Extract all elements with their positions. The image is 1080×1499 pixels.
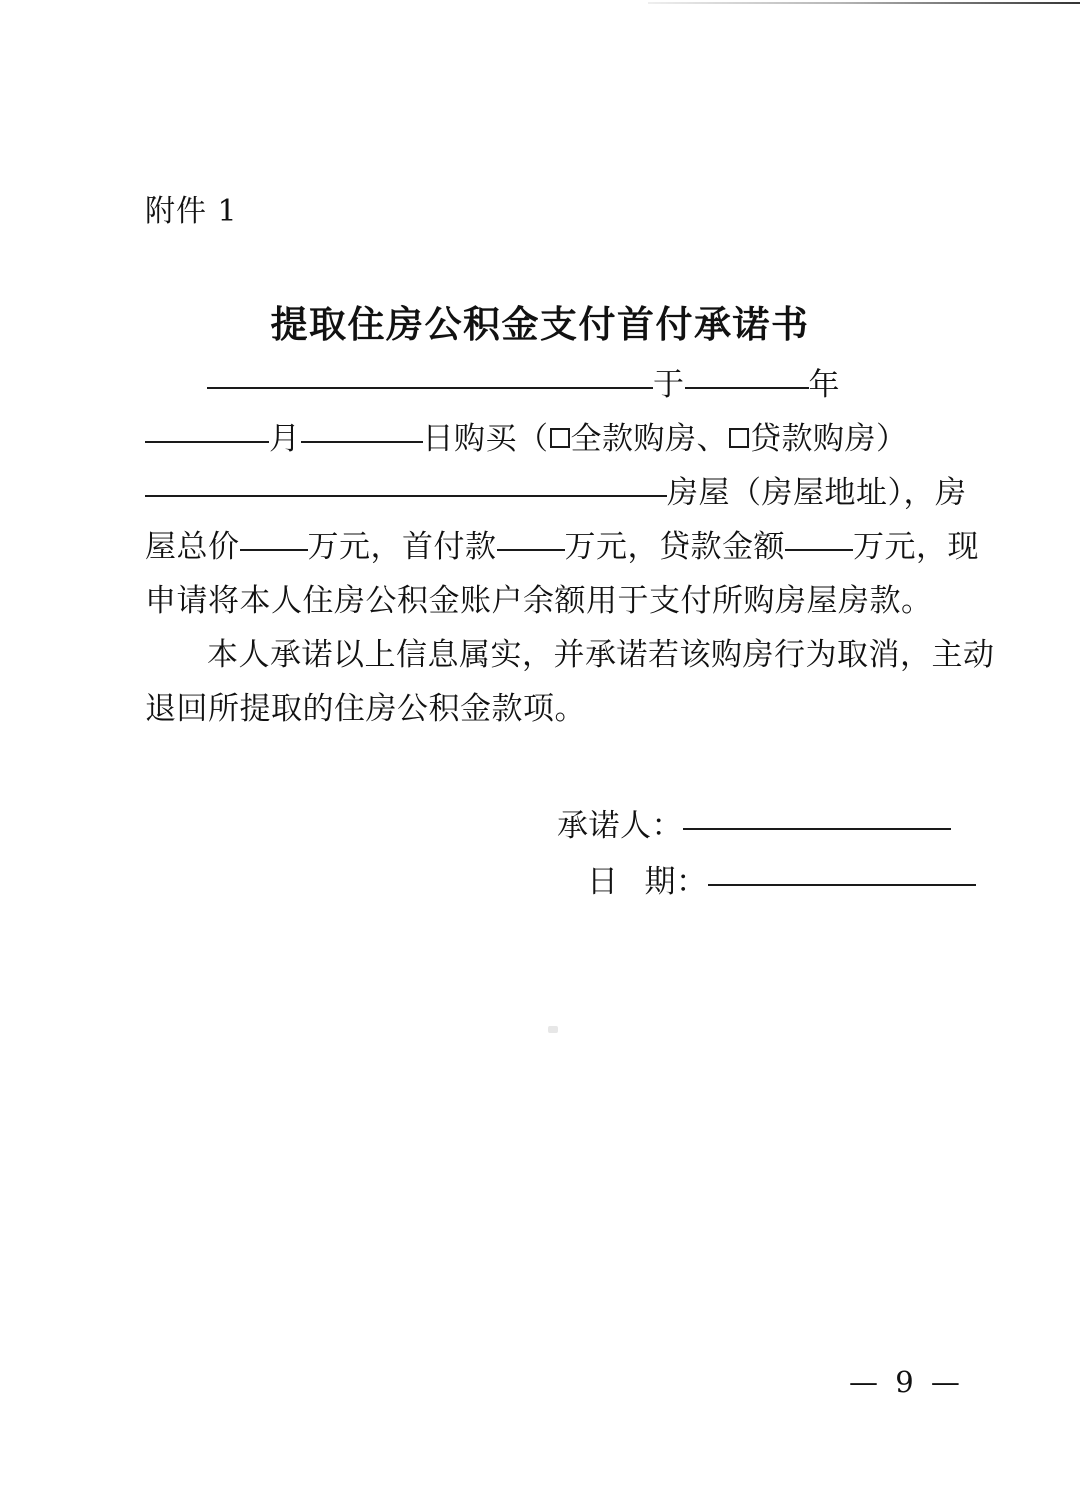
body-line-1 [145,358,935,412]
label-day-purchase: 日购买（ [422,421,549,457]
down-payment-blank[interactable] [497,549,565,551]
label-house-address: 房屋（房屋地址），房 [667,475,967,511]
month-blank[interactable] [145,441,269,443]
paragraph-2-line-1: 本人承诺以上信息属实，并承诺若该购房行为取消，主动 [207,637,995,673]
date-label-part1: 日 [587,864,619,900]
body-line-5: 申请将本人住房公积金账户余额用于支付所购房屋房款。 [145,583,933,619]
loan-amount-blank[interactable] [785,549,853,551]
label-unit-3: 万元，现 [853,529,979,565]
signature-row-promisor [557,798,1080,854]
date-value-blank[interactable] [708,884,976,886]
label-unit-2: 万元，贷款金额 [564,529,785,565]
scan-speck-artifact [548,1026,558,1033]
label-yu: 于 [653,367,685,403]
body-text [145,358,995,736]
promisor-label: 承诺人： [557,808,683,844]
signature-block [557,798,1080,910]
page-number-text: — 9 — [848,1365,964,1399]
scan-edge-artifact [648,2,1080,4]
label-unit-1: 万元，首付款 [307,529,497,565]
checkbox-loan-payment[interactable] [729,428,749,448]
checkbox-loan-payment-label: 贷款购房） [750,421,908,457]
year-blank[interactable] [685,387,809,389]
body-line-4 [145,520,979,574]
page-footer [0,1331,1080,1433]
promisor-signature-blank[interactable] [683,828,951,830]
attachment-label: 附件 1 [145,194,238,229]
label-year: 年 [808,367,840,403]
checkbox-full-payment[interactable] [550,428,570,448]
body-line-2 [145,412,935,466]
signature-row-date [557,854,1080,910]
body-line-3 [145,466,967,520]
day-blank[interactable] [301,441,423,443]
page-title: 提取住房公积金支付首付承诺书 [270,303,810,346]
label-total-price: 屋总价 [145,529,240,565]
checkbox-full-payment-label: 全款购房、 [570,421,728,457]
house-address-blank[interactable] [145,495,667,497]
date-label-part2: 期： [644,864,708,900]
applicant-name-blank[interactable] [207,387,653,389]
paragraph-2-line-2: 退回所提取的住房公积金款项。 [145,691,586,727]
label-month: 月 [269,421,301,457]
total-price-blank[interactable] [240,549,308,551]
